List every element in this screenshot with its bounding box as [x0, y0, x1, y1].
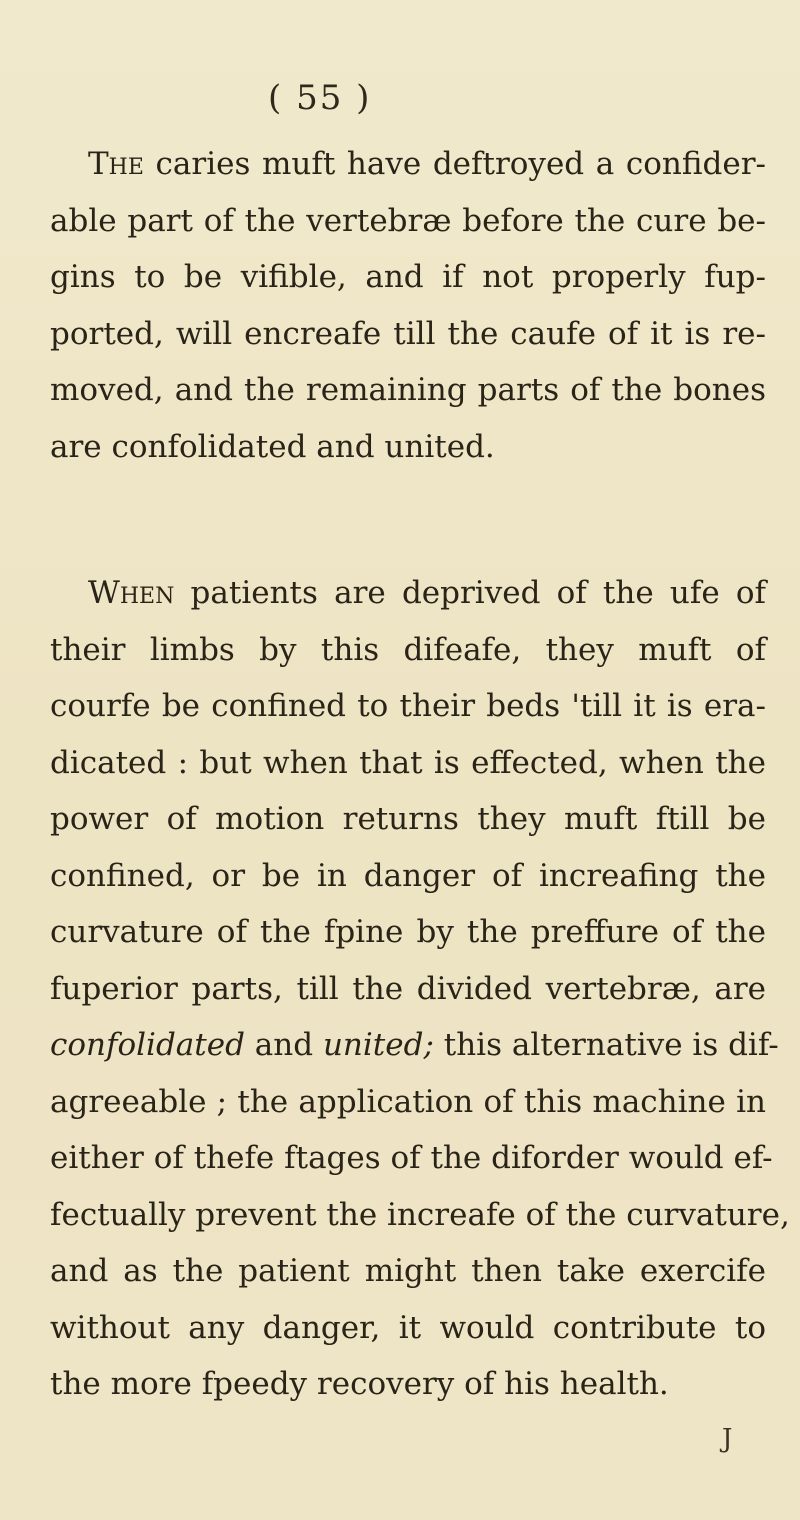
paragraph-line: The caries muft have deftroyed a confider- [88, 146, 767, 182]
paragraph-line: their limbs by this difeafe, they muft of [50, 631, 766, 668]
paragraph-line: confined, or be in danger of increafing the [50, 857, 766, 894]
paragraph-line: are confolidated and united. [50, 428, 495, 465]
paragraph-line: power of motion returns they muft ftill be [50, 801, 766, 837]
italic-phrase: confolidated [50, 1027, 245, 1063]
catchword: J [722, 1424, 733, 1454]
paragraph-line: without any danger, it would contribute to [50, 1309, 766, 1346]
paragraph-line: the more fpeedy recovery of his health. [50, 1366, 669, 1402]
italic-phrase: united; [322, 1027, 434, 1063]
paragraph-line: able part of the vertebræ before the cure be- [50, 202, 766, 239]
paragraph-line: ported, will encreafe till the caufe of it is re- [50, 315, 766, 352]
paragraph-line: moved, and the remaining parts of the bones [50, 372, 766, 408]
lead-word: When [88, 575, 175, 611]
paragraph-line: gins to be vifible, and if not properly fup- [50, 259, 766, 295]
paragraph-line: confolidated and united; this alternative is dif- [50, 1027, 779, 1063]
paragraph-line: fuperior parts, till the divided vertebræ, are [50, 970, 766, 1007]
paragraph-line: courfe be confined to their beds 'till it is era- [50, 688, 766, 724]
paragraph-1 [50, 136, 766, 475]
paragraph-line: agreeable ; the application of this machine in [50, 1083, 766, 1120]
paragraph-2 [50, 565, 790, 1413]
paragraph-line: fectually prevent the increafe of the curvature, [50, 1196, 790, 1233]
paragraph-line: When patients are deprived of the ufe of [88, 575, 766, 611]
paragraph-line: dicated : but when that is effected, when the [50, 744, 766, 781]
paragraph-line: curvature of the fpine by the preffure of the [50, 914, 766, 950]
paragraph-line: either of thefe ftages of the diforder would ef- [50, 1140, 773, 1176]
page-number: ( 55 ) [268, 78, 372, 118]
lead-word: The [88, 146, 144, 182]
paragraph-line: and as the patient might then take exercife [50, 1253, 766, 1289]
